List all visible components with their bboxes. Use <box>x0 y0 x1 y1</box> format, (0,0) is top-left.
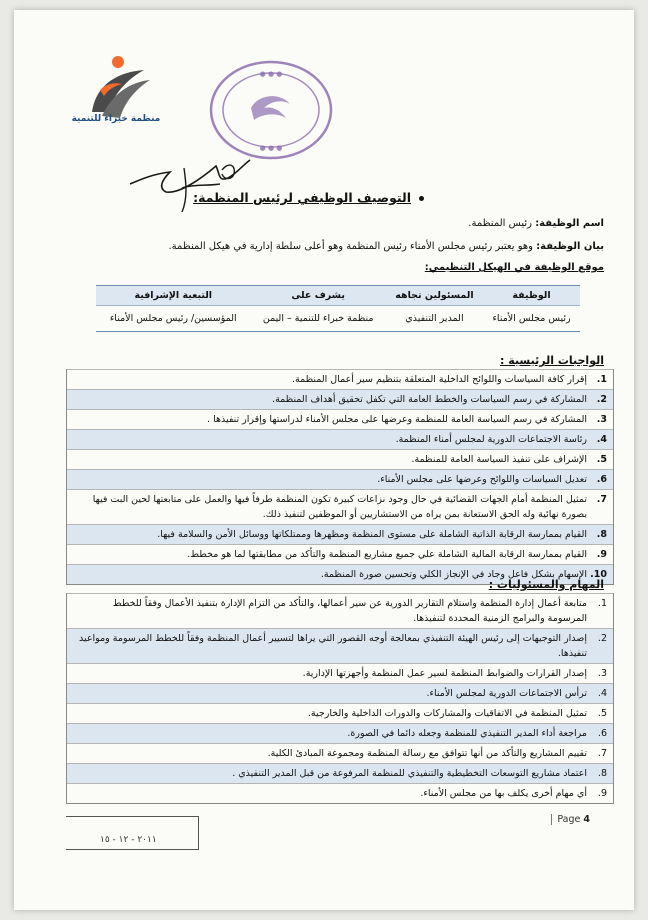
item-text: تمثيل المنظمة أمام الجهات القضائية في حال وجود نزاعات كبيرة تكون المنظمة طرفاً فيها والعمل على متابعتها لحين البت فيها بصورة نهائية وله الحق الاستعانة بمن يراه من الاستشاريين أو الموظفين لتنفيذ ذلك. <box>92 494 587 520</box>
item-text: القيام بممارسة الرقابة المالية الشاملة علي جميع مشاريع المنظمة والتأكد من مطابقتها لما هو مخطط. <box>187 549 587 560</box>
list-item <box>67 489 613 524</box>
item-number: 6. <box>597 728 607 739</box>
table-header: يشرف على <box>250 286 385 306</box>
table-cell: المؤسسين/ رئيس مجلس الأمناء <box>96 306 250 332</box>
item-number: 9. <box>597 788 607 799</box>
item-text: المشاركة في رسم السياسات والخطط العامة التي تكفل تحقيق أهداف المنظمة. <box>272 394 587 405</box>
list-item <box>67 628 613 663</box>
item-number: 1. <box>596 374 607 385</box>
svg-text:● ● ●: ● ● ● <box>259 70 283 78</box>
bullet-icon <box>419 196 424 201</box>
job-statement-line <box>168 241 604 252</box>
item-text: الإسهام بشكل فاعل وجاد في الإنجاز الكلي وتحسين صورة المنظمة. <box>320 569 587 580</box>
item-text: أي مهام أخرى يكلف بها من مجلس الأمناء. <box>420 788 587 799</box>
item-number: 2. <box>597 633 607 644</box>
table-header-row <box>96 286 580 306</box>
table-cell: المدير التنفيذي <box>386 306 483 332</box>
item-number: 7. <box>596 494 607 505</box>
list-item <box>67 544 613 564</box>
item-text: مراجعة أداء المدير التنفيذي للمنظمة وجعله دائما في الصورة. <box>347 728 587 739</box>
table-cell: رئيس مجلس الأمناء <box>483 306 580 332</box>
list-item <box>67 369 613 389</box>
responsibilities-title: المهام والمسئوليات : <box>488 578 604 591</box>
list-item <box>67 783 613 804</box>
item-number: 1. <box>597 598 607 609</box>
item-number: 3. <box>597 668 607 679</box>
list-item <box>67 389 613 409</box>
item-text: المشاركة في رسم السياسة العامة للمنظمة وعرضها على مجلس الأمناء لدراستها وإقرار تنفيذها . <box>207 414 587 425</box>
org-structure-table <box>96 285 580 332</box>
item-text: اعتماد مشاريع التوسعات التخطيطية والتنفيذي للمنظمة المرفوعة من قبل المدير التنفيذي . <box>232 768 587 779</box>
item-number: 2. <box>596 394 607 405</box>
item-text: تعديل السياسات واللوائح وعرضها على مجلس الأمناء. <box>377 474 587 485</box>
table-header: التبعية الإشرافية <box>96 286 250 306</box>
item-text: إصدار القرارات والضوابط المنظمة لسير عمل المنظمة وأجهزتها الإدارية. <box>302 668 587 679</box>
table-header: المسئولين تجاهه <box>386 286 483 306</box>
item-number: 6. <box>596 474 607 485</box>
list-item <box>67 524 613 544</box>
item-text: الإشراف على تنفيذ السياسة العامة للمنظمة. <box>411 454 587 465</box>
item-text: إصدار التوجيهات إلى رئيس الهيئة التنفيذي بمعالجة أوجه القصور التي يراها لتسيير أعمال المنظمة وفقاً للخطط المرسومة ومواعيد تنفيذها. <box>79 633 587 659</box>
job-name-value: رئيس المنظمة. <box>468 218 532 229</box>
job-name-label: اسم الوظيفة: <box>535 218 604 229</box>
table-header: الوظيفة <box>483 286 580 306</box>
list-item <box>67 763 613 783</box>
item-number: 4. <box>596 434 607 445</box>
page-number-value: 4 <box>583 814 590 825</box>
item-number: 5. <box>596 454 607 465</box>
item-number: 4. <box>597 688 607 699</box>
item-text: إقرار كافة السياسات واللوائح الداخلية المتعلقة بتنظيم سير أعمال المنظمة. <box>291 374 587 385</box>
job-statement-value: وهو يعتبر رئيس مجلس الأمناء رئيس المنظمة وهو أعلى سلطة إدارية في هيكل المنظمة. <box>168 241 533 252</box>
organization-logo-text: منظمة خبراء للتنمية <box>71 114 161 124</box>
job-name-line <box>468 218 604 229</box>
duties-title: الواجبات الرئيسية : <box>500 354 604 367</box>
job-statement-label: بيان الوظيفة: <box>536 241 604 252</box>
item-text: رئاسة الاجتماعات الدورية لمجلس أمناء المنظمة. <box>395 434 587 445</box>
page-number <box>551 814 590 825</box>
item-number: 7. <box>597 748 607 759</box>
document-title <box>193 190 424 205</box>
list-item <box>67 409 613 429</box>
table-cell: منظمة خبراء للتنمية – اليمن <box>250 306 385 332</box>
list-item <box>67 469 613 489</box>
list-item <box>67 429 613 449</box>
title-text: التوصيف الوظيفي لرئيس المنظمة: <box>193 190 411 205</box>
position-heading-text: موقع الوظيفة في الهيكل التنظيمي: <box>424 262 604 273</box>
list-item <box>67 663 613 683</box>
duties-list <box>66 369 614 585</box>
list-item <box>67 703 613 723</box>
item-number: 3. <box>596 414 607 425</box>
item-number: 9. <box>596 549 607 560</box>
document-page <box>14 10 634 910</box>
footer-date: ٢٠١١ - ١٢ - ١٥ <box>100 835 157 845</box>
list-item <box>67 723 613 743</box>
item-text: تمثيل المنظمة في الاتفاقيات والمشاركات والدورات الداخلية والخارجية. <box>307 708 587 719</box>
item-text: تقييم المشاريع والتأكد من أنها تتوافق مع رسالة المنظمة ومجموعة المبادئ الكلية. <box>267 748 587 759</box>
handwritten-signature <box>124 148 264 218</box>
item-text: القيام بممارسة الرقابة الذاتية الشاملة على مستوى المنظمة ومظهرها وممتلكاتها ووسائل الأمن والسلامة فيها. <box>157 529 587 540</box>
item-text: ترأس الاجتماعات الدورية لمجلس الأمناء. <box>426 688 587 699</box>
item-number: 5. <box>597 708 607 719</box>
svg-text:● ● ●: ● ● ● <box>259 144 283 152</box>
table-row <box>96 306 580 332</box>
page-label: Page <box>557 814 581 825</box>
item-number: 8. <box>596 529 607 540</box>
responsibilities-list <box>66 593 614 804</box>
official-seal <box>206 58 336 162</box>
list-item <box>67 593 613 628</box>
item-number: 10. <box>590 569 607 580</box>
list-item <box>67 683 613 703</box>
list-item <box>67 743 613 763</box>
item-text: متابعة أعمال إدارة المنظمة واستلام التقارير الدورية عن سير أعمالها، والتأكد من التزام الإدارة بتنفيذ الأعمال وفقاً للخطط المرسومة والبرامج الزمنية المحددة لتنفيذها. <box>112 598 587 624</box>
position-heading <box>425 262 604 273</box>
item-number: 8. <box>597 768 607 779</box>
list-item <box>67 449 613 469</box>
